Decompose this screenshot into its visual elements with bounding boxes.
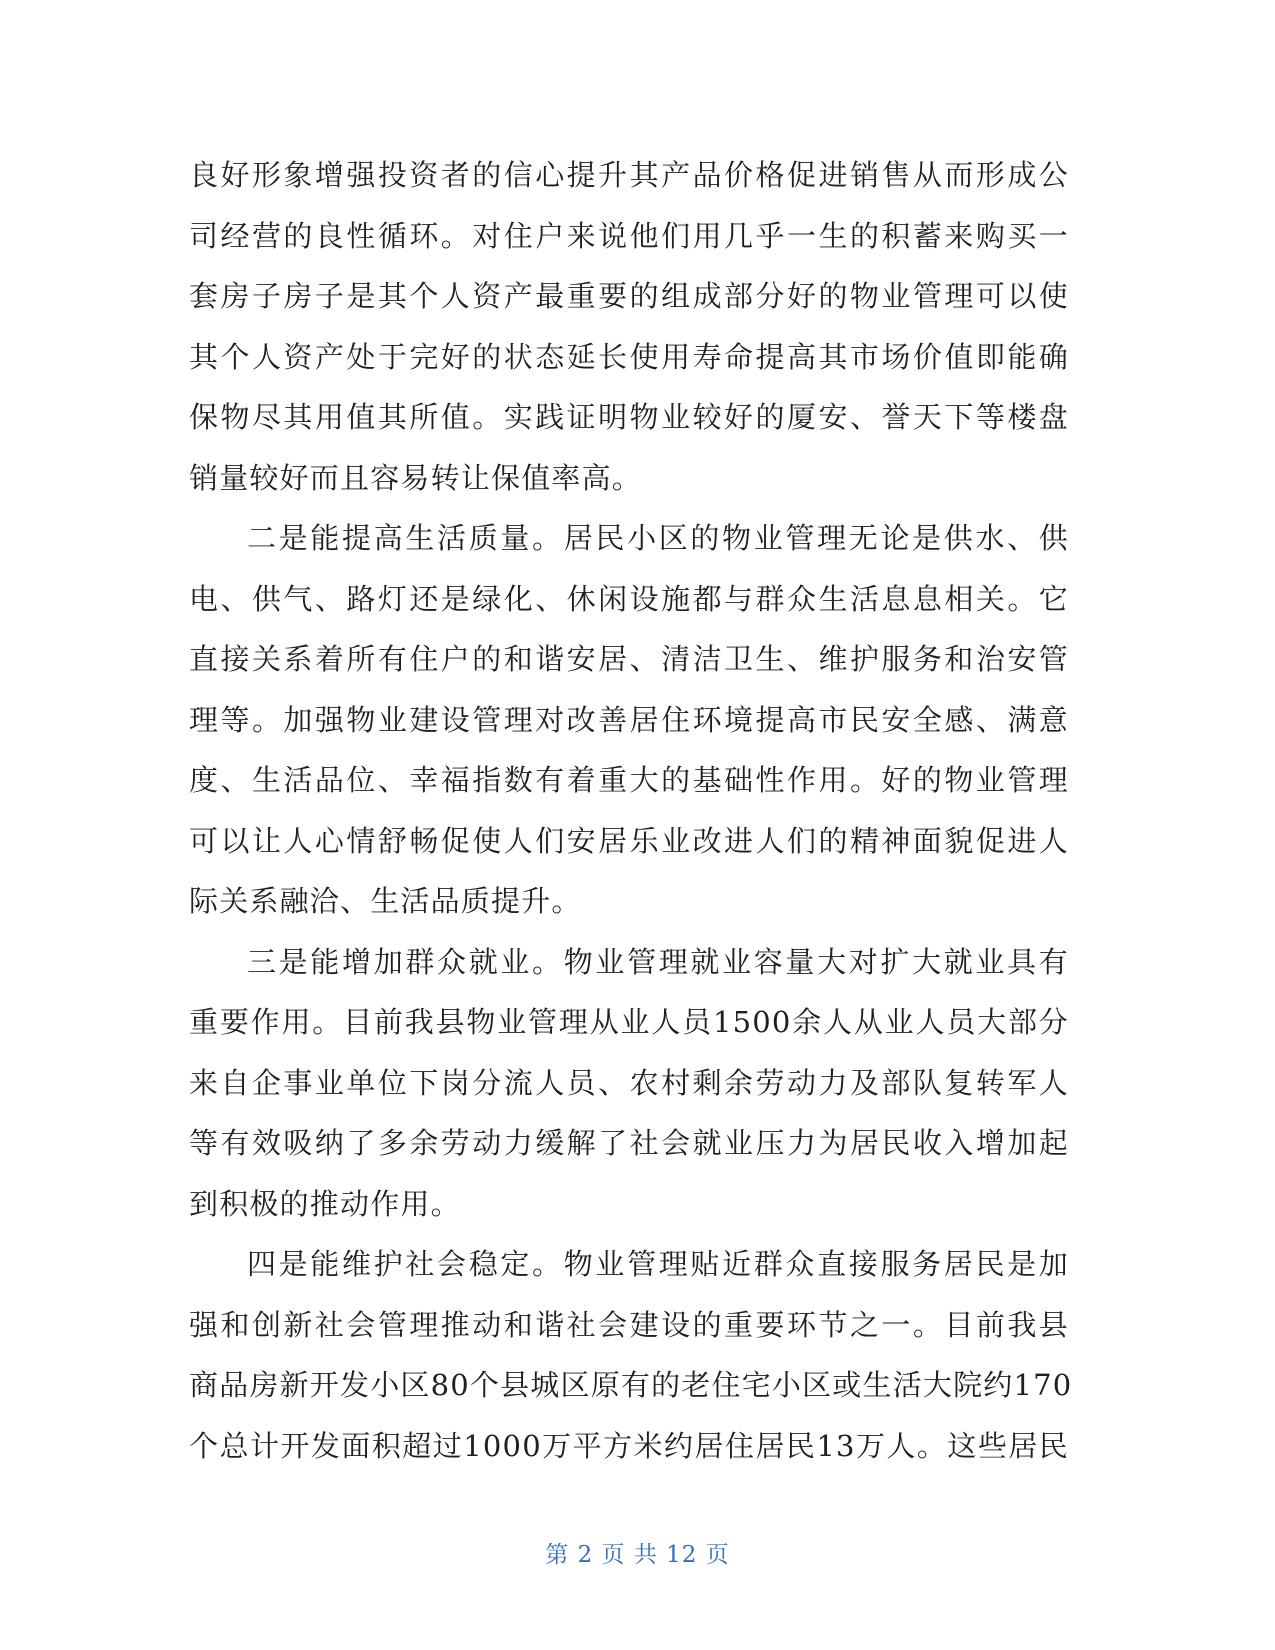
text-line: 其个人资产处于完好的状态延长使用寿命提高其市场价值即能确 bbox=[189, 339, 1069, 374]
text-line: 销量较好而且容易转让保值率高。 bbox=[189, 460, 643, 495]
text-line: 到积极的推动作用。 bbox=[189, 1186, 461, 1221]
text-line: 商品房新开发小区80个县城区原有的老住宅小区或生活大院约170 bbox=[189, 1368, 1073, 1402]
text-line: 重要作用。目前我县物业管理从业人员1500余人从业人员大部分 bbox=[189, 1005, 1069, 1039]
text-line: 司经营的良性循环。对住户来说他们用几乎一生的积蓄来购买一 bbox=[189, 218, 1069, 253]
text-line: 直接关系着所有住户的和谐安居、清洁卫生、维护服务和治安管 bbox=[189, 642, 1069, 676]
text-line: 强和创新社会管理推动和谐社会建设的重要环节之一。目前我县 bbox=[189, 1307, 1069, 1342]
paragraph-start-line: 二是能提高生活质量。居民小区的物业管理无论是供水、供 bbox=[247, 521, 1069, 555]
paragraph-start-line: 四是能维护社会稳定。物业管理贴近群众直接服务居民是加 bbox=[247, 1247, 1069, 1281]
text-line: 等有效吸纳了多余劳动力缓解了社会就业压力为居民收入增加起 bbox=[189, 1126, 1069, 1160]
text-line: 电、供气、路灯还是绿化、休闲设施都与群众生活息息相关。它 bbox=[189, 581, 1069, 616]
text-line: 个总计开发面积超过1000万平方米约居住居民13万人。这些居民 bbox=[189, 1428, 1069, 1463]
body-text bbox=[189, 145, 1073, 1476]
text-line: 际关系融洽、生活品质提升。 bbox=[189, 884, 582, 918]
text-line: 来自企事业单位下岗分流人员、农村剩余劳动力及部队复转军人 bbox=[189, 1065, 1069, 1100]
text-line: 可以让人心情舒畅促使人们安居乐业改进人们的精神面貌促进人 bbox=[189, 823, 1069, 858]
paragraph-start-line: 三是能增加群众就业。物业管理就业容量大对扩大就业具有 bbox=[247, 944, 1069, 979]
text-line: 度、生活品位、幸福指数有着重大的基础性作用。好的物业管理 bbox=[189, 763, 1069, 797]
text-line: 理等。加强物业建设管理对改善居住环境提高市民安全感、满意 bbox=[189, 702, 1069, 737]
text-line: 良好形象增强投资者的信心提升其产品价格促进销售从而形成公 bbox=[189, 158, 1069, 192]
text-line: 保物尽其用值其所值。实践证明物业较好的厦安、誉天下等楼盘 bbox=[189, 400, 1069, 434]
page-number-footer: 第 2 页 共 12 页 bbox=[545, 1542, 730, 1568]
text-line: 套房子房子是其个人资产最重要的组成部分好的物业管理可以使 bbox=[189, 279, 1069, 313]
